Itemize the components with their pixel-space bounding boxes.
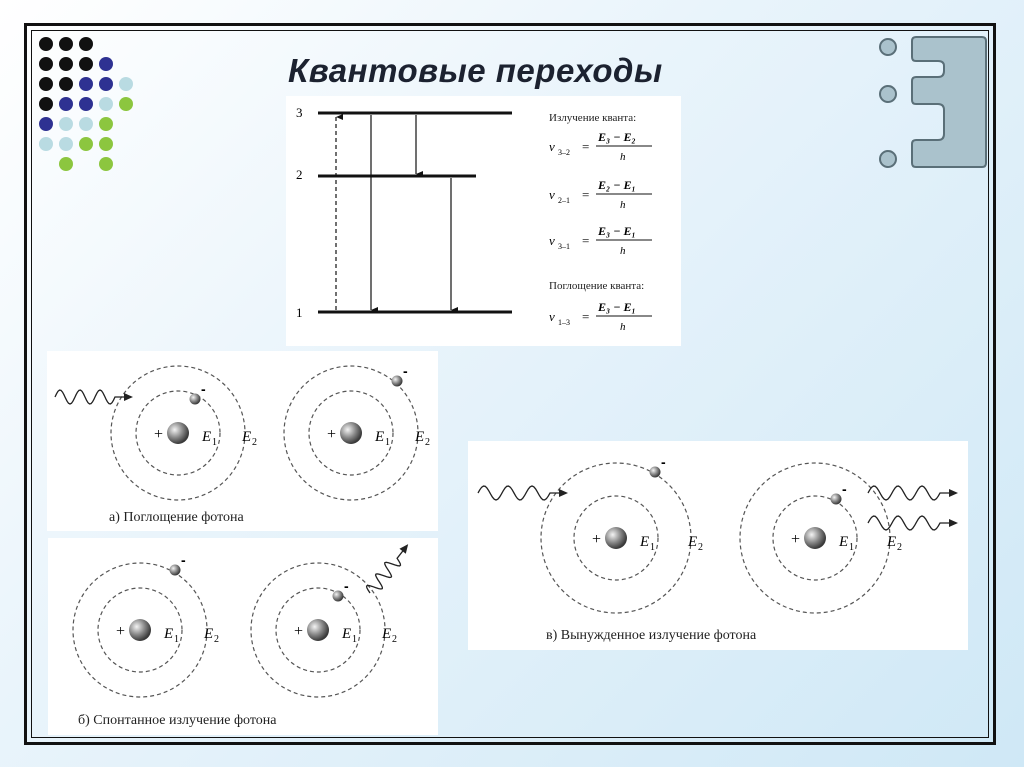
electron	[190, 394, 201, 405]
label-e1-sub: 1	[352, 634, 357, 645]
label-e1-sub: 1	[849, 542, 854, 553]
decor-dot	[79, 137, 93, 151]
svg-text:ν: ν	[549, 187, 555, 202]
electron	[831, 494, 842, 505]
label-e1-sub: 1	[385, 437, 390, 448]
electron	[170, 565, 181, 576]
level-label-2: 2	[296, 167, 303, 182]
nucleus	[167, 422, 189, 444]
caption-absorption: а) Поглощение фотона	[109, 510, 244, 525]
label-e1: E	[839, 534, 849, 550]
svg-text:ν: ν	[549, 309, 555, 324]
caption-spontaneous: б) Спонтанное излучение фотона	[78, 713, 277, 728]
decor-dot	[99, 157, 113, 171]
panel-spontaneous-emission	[48, 538, 438, 735]
formula-nu-3-2	[549, 130, 652, 163]
svg-text:=: =	[582, 233, 590, 248]
decor-dot	[79, 97, 93, 111]
nucleus-charge: +	[116, 623, 126, 640]
svg-text:E₃ − E₁: E₃ − E₁	[598, 224, 636, 238]
svg-text:2–1: 2–1	[558, 196, 570, 205]
svg-text:3–1: 3–1	[558, 242, 570, 251]
photon-wave	[55, 390, 131, 404]
label-e1-sub: 1	[174, 634, 179, 645]
decor-dot	[39, 97, 53, 111]
nucleus-charge: +	[592, 531, 602, 548]
emitted-photon	[364, 540, 413, 597]
decor-dot	[79, 77, 93, 91]
svg-text:3–2: 3–2	[558, 148, 570, 157]
svg-text:h: h	[620, 321, 626, 333]
decor-dot	[59, 157, 73, 171]
level-label-3: 3	[296, 105, 303, 120]
label-e2-sub: 2	[425, 437, 430, 448]
stimulating-photon	[478, 486, 568, 500]
atom-after-stimulated	[740, 463, 902, 613]
decor-dot	[59, 117, 73, 131]
label-e1-sub: 1	[212, 437, 217, 448]
photon-arrowhead	[949, 519, 958, 527]
decor-dot	[79, 117, 93, 131]
label-e2: E	[415, 429, 425, 445]
svg-text:h: h	[620, 199, 626, 211]
photon-arrowhead	[399, 542, 411, 554]
electron-charge: -	[201, 381, 206, 397]
decor-dot	[39, 57, 53, 71]
panel-stimulated-emission	[468, 441, 968, 650]
decor-dot	[59, 77, 73, 91]
slide-title: Квантовые переходы	[288, 52, 663, 89]
nucleus-charge: +	[294, 623, 304, 640]
atom-after-spontaneous	[251, 563, 397, 697]
energy-level-diagram	[286, 96, 681, 346]
svg-text:ν: ν	[549, 233, 555, 248]
electron-charge: -	[661, 454, 666, 470]
decor-dot	[119, 97, 133, 111]
electron-charge: -	[344, 578, 349, 594]
electron	[333, 591, 344, 602]
svg-text:=: =	[582, 139, 590, 154]
label-e1: E	[640, 534, 650, 550]
atom-before-absorption	[111, 366, 257, 500]
photon-arrowhead	[559, 489, 568, 497]
decor-dot	[119, 77, 133, 91]
label-e1: E	[375, 429, 385, 445]
electron	[392, 376, 403, 387]
bracket-decoration	[866, 30, 992, 180]
nucleus-charge: +	[791, 531, 801, 548]
decor-dot	[99, 57, 113, 71]
atom-before-spontaneous	[73, 552, 219, 697]
photon-arrowhead	[124, 393, 133, 401]
atom-before-stimulated	[541, 454, 703, 613]
nucleus	[307, 619, 329, 641]
decor-dot	[39, 137, 53, 151]
electron-charge: -	[403, 363, 408, 379]
label-e2: E	[204, 626, 214, 642]
emitted-photon-lower	[868, 516, 958, 530]
photon-wave	[868, 486, 956, 500]
svg-text:E₃ − E₂: E₃ − E₂	[598, 130, 636, 144]
label-e2-sub: 2	[252, 437, 257, 448]
decor-dot	[99, 137, 113, 151]
decor-dot	[79, 37, 93, 51]
label-e1: E	[164, 626, 174, 642]
decor-dot	[59, 137, 73, 151]
decor-dot	[99, 97, 113, 111]
dot-grid-decoration	[34, 32, 144, 192]
emission-heading: Излучение кванта:	[549, 112, 637, 124]
nucleus	[804, 527, 826, 549]
formula-nu-2-1	[549, 178, 652, 211]
svg-text:E₂ − E₁: E₂ − E₁	[598, 178, 636, 192]
label-e2-sub: 2	[698, 542, 703, 553]
decor-dot	[79, 57, 93, 71]
svg-text:h: h	[620, 151, 626, 163]
label-e2: E	[887, 534, 897, 550]
atom-after-absorption	[284, 363, 430, 500]
incoming-photon	[55, 390, 133, 404]
photon-wave	[868, 516, 956, 530]
decor-dot	[99, 77, 113, 91]
label-e1: E	[202, 429, 212, 445]
svg-text:1–3: 1–3	[558, 318, 570, 327]
label-e2: E	[242, 429, 252, 445]
nucleus-charge: +	[154, 426, 164, 443]
decor-dot	[39, 77, 53, 91]
panel-photon-absorption	[47, 351, 438, 531]
label-e2: E	[382, 626, 392, 642]
electron	[650, 467, 661, 478]
emitted-photon-upper	[868, 486, 958, 500]
nucleus-charge: +	[327, 426, 337, 443]
caption-stimulated: в) Вынужденное излучение фотона	[546, 628, 757, 643]
decor-dot	[39, 37, 53, 51]
nucleus	[340, 422, 362, 444]
absorption-heading: Поглощение кванта:	[549, 280, 645, 292]
nucleus	[129, 619, 151, 641]
electron-charge: -	[181, 552, 186, 568]
label-e2-sub: 2	[392, 634, 397, 645]
decor-dot	[59, 57, 73, 71]
electron-charge: -	[842, 481, 847, 497]
decor-dot	[99, 117, 113, 131]
svg-text:=: =	[582, 309, 590, 324]
nucleus	[605, 527, 627, 549]
decor-dot	[39, 117, 53, 131]
label-e2-sub: 2	[897, 542, 902, 553]
photon-wave	[478, 486, 566, 500]
label-e2-sub: 2	[214, 634, 219, 645]
formula-nu-1-3	[549, 300, 652, 333]
formula-nu-3-1	[549, 224, 652, 257]
level-label-1: 1	[296, 305, 303, 320]
svg-text:E₃ − E₁: E₃ − E₁	[598, 300, 636, 314]
decor-dot	[59, 97, 73, 111]
label-e2: E	[688, 534, 698, 550]
svg-text:h: h	[620, 245, 626, 257]
decor-dot	[59, 37, 73, 51]
svg-text:ν: ν	[549, 139, 555, 154]
label-e1-sub: 1	[650, 542, 655, 553]
label-e1: E	[342, 626, 352, 642]
svg-text:=: =	[582, 187, 590, 202]
photon-arrowhead	[949, 489, 958, 497]
